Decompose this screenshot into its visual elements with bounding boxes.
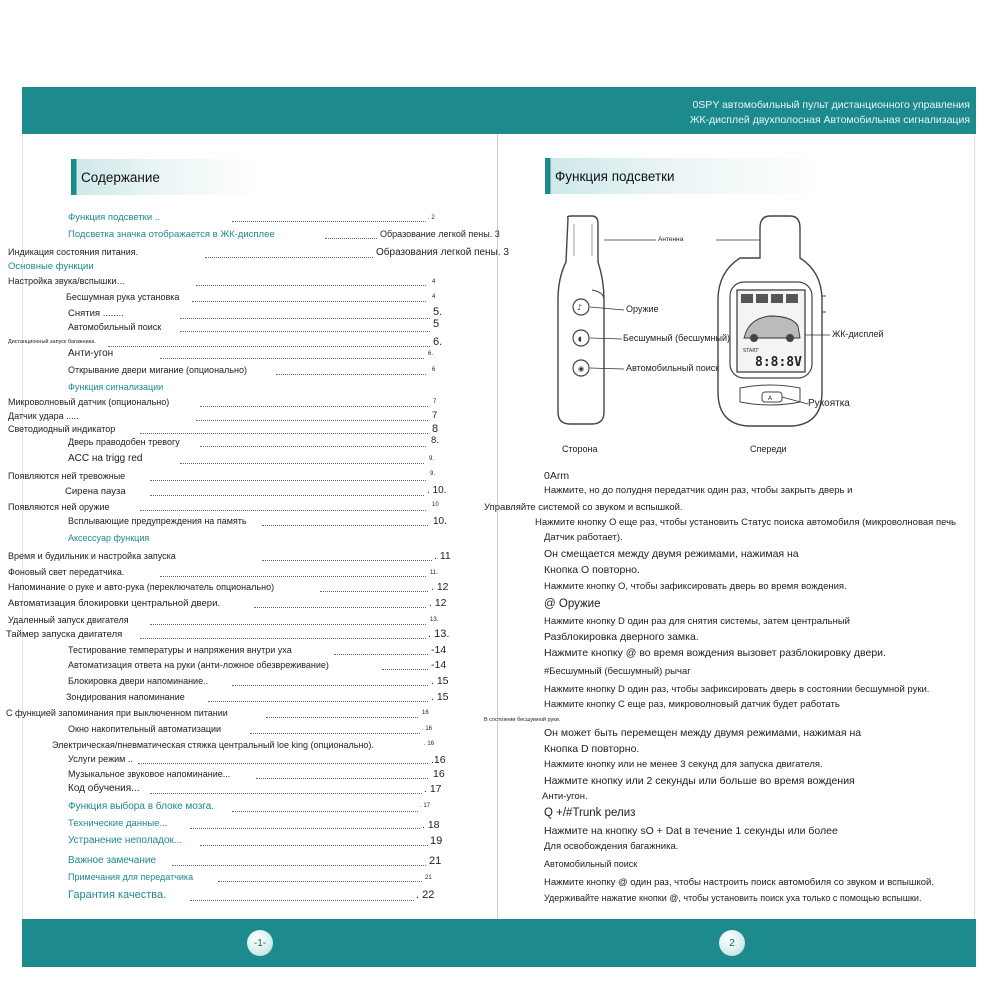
toc-entry: Электрическая/пневматическая стяжка центральный loe king (опционально). xyxy=(52,740,374,750)
toc-entry: Гарантия качества. xyxy=(68,889,167,901)
toc-page: 16 xyxy=(433,768,445,780)
instruction-line: Удерживайте нажатие кнопки @, чтобы установить поиск уха только с помощью вспышки. xyxy=(544,893,922,903)
toc-leader xyxy=(262,525,428,526)
instruction-line: Нажмите кнопку или не менее 3 секунд для запуска двигателя. xyxy=(544,759,823,770)
toc-entry: Окно накопительный автоматизации xyxy=(68,724,222,734)
toc-leader xyxy=(180,463,424,464)
toc-entry: Автоматизация ответа на руки (анти-ложное обезвреживание) xyxy=(68,660,329,670)
toc-page: 4 xyxy=(432,294,436,300)
toc-leader xyxy=(160,358,424,359)
toc-leader xyxy=(150,480,426,481)
header-line-2: ЖК-дисплей двухполосная Автомобильная сигнализация xyxy=(689,114,970,126)
toc-page: 21 xyxy=(425,875,432,881)
label-antenna: Антенна xyxy=(658,236,684,243)
page-number-left: -1- xyxy=(247,930,273,956)
toc-entry: С функцией запоминания при выключенном питании xyxy=(6,708,228,718)
instruction-line: Кнопка D повторно. xyxy=(544,743,640,755)
toc-leader xyxy=(262,560,432,561)
toc-leader xyxy=(256,778,428,779)
toc-page: . 10. xyxy=(427,485,447,496)
toc-entry: Функция сигнализации xyxy=(68,382,164,392)
toc-page: -14 xyxy=(431,644,447,656)
label-car-search: Автомобильный поиск xyxy=(626,363,720,373)
footer-bar xyxy=(22,919,976,967)
toc-entry: Фоновый свет передатчика. xyxy=(8,567,125,577)
page-number-right: 2 xyxy=(719,930,745,956)
toc-entry: Автоматизация блокировки центральной двери. xyxy=(8,598,221,609)
toc-page: 7 xyxy=(432,410,438,421)
remote-diagram xyxy=(540,205,960,465)
toc-entry: Зондирования напоминание xyxy=(66,692,185,702)
toc-leader xyxy=(150,624,426,625)
toc-entry: Анти-угон xyxy=(68,348,114,359)
toc-entry: Услуги режим .. xyxy=(68,754,133,764)
toc-page: . 2 xyxy=(428,215,435,221)
toc-leader xyxy=(140,433,428,434)
lcd-digits: 8:8:8V xyxy=(755,355,802,370)
instruction-line: Нажмите кнопку D один раз для снятия системы, затем центральный xyxy=(544,616,850,627)
toc-page: . 11 xyxy=(434,550,451,562)
header-bar xyxy=(22,87,976,134)
toc-page: 8. xyxy=(431,435,439,446)
toc-entry: Таймер запуска двигателя xyxy=(6,629,123,640)
toc-leader xyxy=(138,763,428,764)
instruction-line: 0Arm xyxy=(544,470,570,482)
instruction-line: В состоянии бесшумной руки. xyxy=(484,717,561,723)
toc-leader xyxy=(192,301,426,302)
toc-page: . 22 xyxy=(416,889,435,901)
svg-text:START: START xyxy=(743,348,759,354)
toc-page: -14 xyxy=(431,659,447,671)
toc-entry: ACC на trigg red xyxy=(68,453,143,464)
toc-entry: Настройка звука/вспышки… xyxy=(8,276,126,286)
toc-page: 6. xyxy=(428,351,434,357)
instruction-line: Нажмите кнопку С еще раз, микроволновый датчик будет работать xyxy=(544,699,840,710)
toc-page: .16 xyxy=(431,754,446,766)
toc-page: 8 xyxy=(432,423,439,435)
toc-leader xyxy=(190,900,414,901)
label-handle: Рукоятка xyxy=(808,398,850,409)
toc-entry: Сирена пауза xyxy=(65,486,126,497)
toc-leader xyxy=(190,828,420,829)
toc-leader xyxy=(180,331,430,332)
toc-leader xyxy=(200,446,426,447)
toc-leader xyxy=(254,607,426,608)
toc-entry: Появляются ней тревожные xyxy=(8,471,126,481)
instruction-line: Нажмите кнопку или 2 секунды или больше во время вождения xyxy=(544,775,855,787)
toc-page: 9. xyxy=(429,456,435,462)
instruction-line: Для освобождения багажника. xyxy=(544,841,679,852)
header-line-1: 0SPY автомобильный пульт дистанционного управления xyxy=(692,99,970,111)
svg-text:A: A xyxy=(768,395,773,402)
toc-leader xyxy=(232,811,418,812)
instruction-line: @ Оружие xyxy=(544,598,601,610)
toc-entry: Автомобильный поиск xyxy=(68,322,162,332)
instruction-line: Анти-угон. xyxy=(542,791,588,802)
label-silent: Бесшумный (бесшумный) xyxy=(623,333,731,343)
instruction-line: Он смещается между двумя режимами, нажимая на xyxy=(544,548,799,560)
toc-page: . 16 xyxy=(422,726,433,732)
toc-entry: Индикация состояния питания. xyxy=(8,247,139,257)
instruction-line: Он может быть перемещен между двумя режимами, нажимая на xyxy=(544,727,862,739)
toc-leader xyxy=(232,221,426,222)
instruction-line: Нажмите, но до полудня передатчик один раз, чтобы закрыть дверь и xyxy=(544,485,853,496)
toc-entry: Время и будильник и настройка запуска xyxy=(8,551,176,561)
toc-leader xyxy=(160,576,426,577)
contents-title: Содержание xyxy=(71,159,261,195)
toc-leader xyxy=(232,685,428,686)
instruction-line: Нажмите кнопку О еще раз, чтобы установить Статус поиска автомобиля (микроволновая печь xyxy=(535,517,956,528)
toc-entry: Напоминание о руке и авто-рука (переключатель опционально) xyxy=(8,582,275,592)
toc-page: 19 xyxy=(430,835,443,847)
toc-leader xyxy=(172,865,426,866)
toc-leader xyxy=(200,406,428,407)
toc-page: 5. xyxy=(433,306,443,318)
instruction-line: Датчик работает). xyxy=(544,532,623,543)
toc-page: 16 xyxy=(422,710,429,716)
toc-entry: Аксессуар функция xyxy=(68,533,150,543)
toc-entry: Появляются ней оружие xyxy=(8,502,110,512)
toc-leader xyxy=(266,717,418,718)
toc-page: . 17 xyxy=(424,783,442,795)
toc-page: 6 xyxy=(432,367,436,373)
remote-front-view xyxy=(718,216,826,426)
svg-text:♪: ♪ xyxy=(577,303,583,312)
toc-leader xyxy=(320,591,428,592)
toc-page: . 15 xyxy=(431,691,449,703)
toc-leader xyxy=(250,733,420,734)
instruction-line: Нажмите кнопку @ один раз, чтобы настроить поиск автомобиля со звуком и вспышкой. xyxy=(544,877,934,888)
toc-leader xyxy=(140,510,426,511)
label-lcd: ЖК-дисплей xyxy=(832,329,884,339)
toc-entry: Микроволновый датчик (опционально) xyxy=(8,397,170,407)
svg-text:◖: ◖ xyxy=(578,335,582,343)
toc-page: Образования легкой пены. 3 xyxy=(376,247,509,258)
toc-entry: Дистанционный запуск багажника. xyxy=(8,339,96,345)
toc-leader xyxy=(108,346,430,347)
toc-leader xyxy=(196,285,426,286)
toc-leader xyxy=(382,669,428,670)
toc-entry: Датчик удара ..... xyxy=(8,411,79,421)
toc-entry: Блокировка двери напоминание.. xyxy=(68,676,209,686)
toc-entry: Удаленный запуск двигателя xyxy=(8,615,129,625)
toc-leader xyxy=(334,654,428,655)
toc-leader xyxy=(276,374,426,375)
toc-page: 10. xyxy=(433,516,447,527)
toc-entry: Функция подсветки .. xyxy=(68,212,161,223)
toc-page: . 18 xyxy=(422,819,440,831)
toc-entry: Музыкальное звуковое напоминание... xyxy=(68,769,231,779)
instruction-line: Нажмите кнопку О, чтобы зафиксировать дверь во время вождения. xyxy=(544,581,847,592)
instruction-line: Нажмите на кнопку sO + Dat в течение 1 секунды или более xyxy=(544,825,838,837)
toc-page: 5 xyxy=(433,318,440,330)
toc-leader xyxy=(325,238,377,239)
toc-entry: Светодиодный индикатор xyxy=(8,424,116,434)
toc-page: . 12 xyxy=(431,581,449,593)
instruction-line: Q +/#Trunk релиз xyxy=(544,807,636,819)
toc-page: . 17 xyxy=(420,803,431,809)
toc-page: 10 xyxy=(432,502,439,508)
toc-entry: Подсветка значка отображается в ЖК-дисплее xyxy=(68,229,275,240)
toc-page: 9. xyxy=(430,471,436,477)
toc-page: 13. xyxy=(430,617,439,623)
instruction-line: #Бесшумный (бесшумный) рычаг xyxy=(544,666,691,677)
toc-entry: Основные функции xyxy=(8,261,94,272)
toc-page: . 13. xyxy=(428,628,450,640)
instruction-line: Нажмите кнопку @ во время вождения вызовет разблокировку двери. xyxy=(544,647,886,659)
instruction-line: Нажмите кнопку D один раз, чтобы зафиксировать дверь в состоянии бесшумной руки. xyxy=(544,684,930,695)
toc-entry: Дверь праводобен тревогу xyxy=(68,437,180,447)
toc-entry: Технические данные... xyxy=(68,818,168,829)
label-side: Сторона xyxy=(562,444,598,454)
toc-page: 21 xyxy=(429,855,442,867)
toc-page: 6. xyxy=(433,336,443,348)
toc-page: . 12 xyxy=(429,597,447,609)
toc-entry: Бесшумная рука установка xyxy=(66,292,180,302)
toc-page: Образование легкой пены. 3 xyxy=(380,229,500,239)
toc-leader xyxy=(150,793,422,794)
toc-page: . 15 xyxy=(431,675,449,687)
toc-leader xyxy=(200,845,428,846)
toc-page: 11. xyxy=(430,570,438,576)
instruction-line: Управляйте системой со звуком и вспышкой. xyxy=(484,502,683,513)
toc-leader xyxy=(205,257,373,258)
toc-entry: Снятия ........ xyxy=(68,308,124,319)
toc-page: . 16 xyxy=(424,741,435,747)
toc-page: 7 xyxy=(433,399,437,405)
instruction-line: Кнопка О повторно. xyxy=(544,564,640,576)
toc-page: 4 xyxy=(432,279,436,285)
toc-leader xyxy=(218,881,422,882)
toc-entry: Тестирование температуры и напряжения внутри уха xyxy=(68,645,292,655)
label-weapon: Оружие xyxy=(626,304,659,314)
toc-leader xyxy=(180,318,430,319)
remote-side-view xyxy=(558,216,604,424)
toc-leader xyxy=(140,638,426,639)
toc-entry: Функция выбора в блоке мозга. xyxy=(68,801,215,812)
instruction-line: Разблокировка дверного замка. xyxy=(544,631,699,643)
page-edge-right xyxy=(974,134,975,919)
svg-text:◉: ◉ xyxy=(578,365,585,373)
toc-leader xyxy=(208,701,428,702)
toc-leader xyxy=(150,495,424,496)
instruction-line: Автомобильный поиск xyxy=(544,859,638,869)
toc-entry: Важное замечание xyxy=(68,855,157,866)
toc-entry: Открывание двери мигание (опционально) xyxy=(68,365,247,375)
label-front: Спереди xyxy=(750,444,787,454)
toc-entry: Примечания для передатчика xyxy=(68,872,194,882)
toc-leader xyxy=(196,420,428,421)
toc-entry: Устранение неполадок... xyxy=(68,835,183,846)
toc-entry: Код обучения... xyxy=(68,783,140,794)
toc-entry: Всплывающие предупреждения на память xyxy=(68,516,247,526)
backlight-title: Функция подсветки xyxy=(545,158,825,194)
